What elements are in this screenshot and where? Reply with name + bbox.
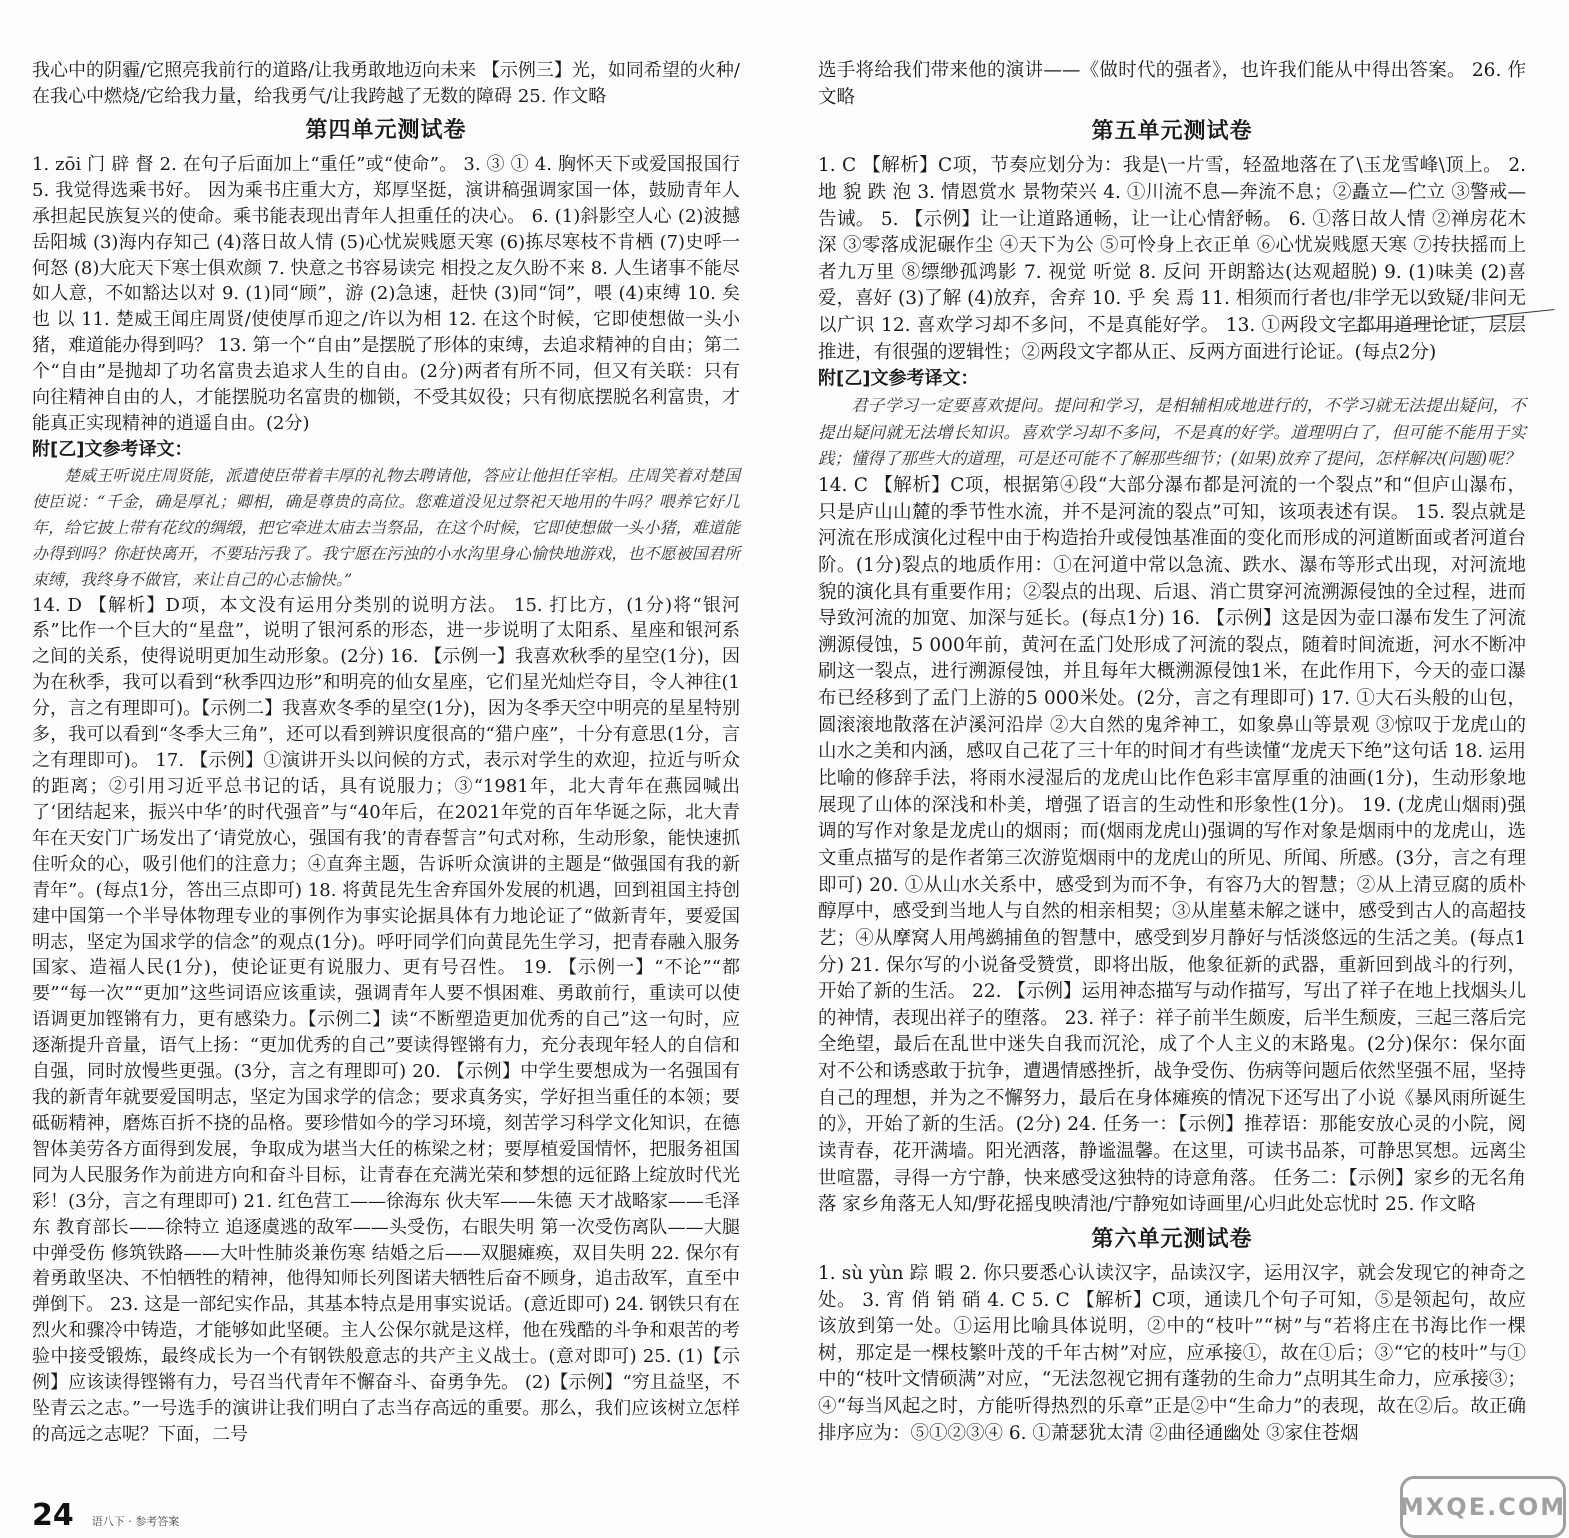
unit4-translation-text: 楚威王听说庄周贤能，派遣使臣带着丰厚的礼物去聘请他，答应让他担任宰相。庄周笑着对楚国使臣说：“千金，确是厚礼；卿相，确是尊贵的高位。您难道没见过祭祀天地用的牛吗？喂养它好几年，给它披上带有花纹的绸缎，把它牵进太庙去当祭品，在这个时候，它即使想做一头小猪，难道能办得到吗？你赶快离开，不要玷污我了。我宁愿在污浊的小水沟里身心愉快地游戏，也不愿被国君所束缚，我终身不做官，来让自己的心志愉快。”: [32, 465, 740, 589]
unit4-answers-part1: 1. zōi 门 辟 督 2. 在句子后面加上“重任”或“使命”。 3. ③ ① 4. 胸怀天下或爱国报国行 5. 我觉得选乘书好。 因为乘书庄重大方，郑厚坚挺，演讲稿强调家国一体，鼓励青年人承担起民族复兴的使命。乘书能表现出青年人担重任的决心。 6. (1)斜影空人心 (2)波撼岳阳城 (3)海内存知己 (4)落日故人情 (5)心忧炭贱愿天寒 (6)拣尽寒枝不肯栖 (7)史呼一何怒 (8)大庇天下寒士俱欢颜 7. 快意之书容易读完 相投之友久盼不来 8. 人生诸事不能尽如人意，不如豁达以对 9. (1)同“顾”，游 (2)急速，赶快 (3)同“饲”，喂 (4)束缚 10. 矣 也 以 11. 楚威王闻庄周贤/使使厚币迎之/许以为相 12. 在这个时候，它即使想做一头小猪，难道能办得到吗？ 13. 第一个“自由”是摆脱了形体的束缚，去追求精神的自由；第二个“自由”是抛却了功名富贵去追求人生的自由。(2分)两者有所不同，但又有关联：只有向往精神自由的人，才能摆脱功名富贵的枷锁，不受其奴役；只有彻底摆脱名利富贵，才能真正实现精神的逍遥自由。(2分): [32, 153, 740, 435]
unit5-answers-part1: 1. C 【解析】C项，节奏应划分为：我是\一片雪，轻盈地落在了\玉龙雪峰\顶上。 2. 地 貌 跌 泡 3. 情恩赏水 景物荣兴 4. ①川流不息—奔流不息；②矗立—伫立 ③警戒—告诫。 5. 【示例】让一让道路通畅，让一让心情舒畅。 6. ①落日故人情 ②禅房花木深 ③零落成泥碾作尘 ④天下为公 ⑤可怜身上衣正单 ⑥心忧炭贱愿天寒 ⑦抟扶摇而上者九万里 ⑧缥缈孤鸿影 7. 视觉 听觉 8. 反问 开朗豁达(达观超脱) 9. (1)味美 (2)喜爱，喜好 (3)了解 (4)放弃，舍弃 10. 乎 矣 焉 11. 相须而行者也/非学无以致疑/非问无以广识 12. 喜欢学习却不多问，不是真能好学。 13. ①两段文字都用道理论证，层层推进，有很强的逻辑性；②两段文字都从正、反两方面进行论证。(每点2分): [818, 155, 1526, 363]
right-column: [818, 58, 1526, 1447]
unit4-translation-heading: 附[乙]文参考译文：: [32, 438, 193, 460]
site-watermark: MXQE.COM: [1400, 1476, 1566, 1538]
page-number: 24: [32, 1498, 74, 1533]
unit6-title: 第六单元测试卷: [1091, 1226, 1253, 1252]
unit5-title: 第五单元测试卷: [1091, 119, 1253, 145]
unit5-translation-text: 君子学习一定要喜欢提问。提问和学习，是相辅相成地进行的，不学习就无法提出疑问，不提出疑问就无法增长知识。喜欢学习却不多问，不是真的好学。道理明白了，但可能不能用于实践；懂得了那些大的道理，可是还可能不了解那些细节；(如果)放弃了提问，怎样解决(问题)呢？: [818, 396, 1526, 469]
unit4-answers-part2: 14. D 【解析】D项，本文没有运用分类别的说明方法。 15. 打比方，(1分)将“银河系”比作一个巨大的“星盘”，说明了银河系的形态，进一步说明了太阳系、星座和银河系之间的关系，使得说明更加生动形象。(2分) 16. 【示例一】我喜欢秋季的星空(1分)，因为在秋季，我可以看到“秋季四边形”和明亮的仙女星座，它们星光灿烂夺目，令人神往(1分，言之有理即可)。【示例二】我喜欢冬季的星空(1分)，因为冬季天空中明亮的星星特别多，我可以看到“冬季大三角”，还可以看到辨识度很高的“猎户座”，十分有意思(1分，言之有理即可)。 17. 【示例】①演讲开头以问候的方式，表示对学生的欢迎，拉近与听众的距离；②引用习近平总书记的话，具有说服力；③“1981年，北大青年在燕园喊出了‘团结起来，振兴中华’的时代强音”与“40年后，在2021年党的百年华诞之际，北大青年在天安门广场发出了‘请党放心，强国有我’的青春誓言”句式对称，生动形象，能快速抓住听众的心，吸引他们的注意力；④直奔主题，告诉听众演讲的主题是“做强国有我的新青年”。(每点1分，答出三点即可) 18. 将黄昆先生舍弃国外发展的机遇，回到祖国主持创建中国第一个半导体物理专业的事例作为事实论据具体有力地论证了“做新青年，要爱国明志，坚定为国求学的信念”的观点(1分)。呼吁同学们向黄昆先生学习，把青春融入服务国家、造福人民(1分)，使论证更有说服力、更有号召性。 19. 【示例一】“不论”“都要”“每一次”“更加”这些词语应该重读，强调青年人要不惧困难、勇敢前行，重读可以使语调更加铿锵有力，更有感染力。【示例二】读“不断塑造更加优秀的自己”这一句时，应逐渐提升音量，语气上扬：“更加优秀的自己”要读得铿锵有力，充分表现年轻人的自信和自强，同时放慢些更强。(3分，言之有理即可) 20. 【示例】中学生要想成为一名强国有我的新青年就要爱国明志，坚定为国求学的信念；要求真务实，学好担当重任的本领；要砥砺精神，磨炼百折不挠的品格。要珍惜如今的学习环境，刻苦学习科学文化知识，在德智体美劳各方面得到发展，争取成为堪当大任的栋梁之材；要厚植爱国情怀，把服务祖国同为人民服务作为前进方向和奋斗目标，让青春在充满光荣和梦想的远征路上绽放时代光彩！(3分，言之有理即可) 21. 红色营工——徐海东 伙夫军——朱德 天才战略家——毛泽东 教育部长——徐特立 追逐虞逃的敌军——头受伤，右眼失明 第一次受伤离队——大腿中弹受伤 修筑铁路——大叶性肺炎兼伤寒 结婚之后——双腿瘫痪，双目失明 22. 保尔有着勇敢坚决、不怕牺牲的精神，他得知师长列图诺夫牺牲后奋不顾身，追击敌军，直至中弹倒下。 23. 这是一部纪实作品，其基本特点是用事实说话。(意近即可) 24. 钢铁只有在烈火和骤冷中铸造，才能够如此坚硬。主人公保尔就是这样，他在残酷的斗争和艰苦的考验中接受锻炼，最终成长为一个有钢铁般意志的共产主义战士。(意对即可) 25. (1)【示例】应该读得铿锵有力，号召当代青年不懈奋斗、奋勇争先。 (2)【示例】“穷且益坚，不坠青云之志。”一号选手的演讲让我们明白了志当存高远的重要。那么，我们应该树立怎样的高远之志呢？下面，二号: [32, 594, 740, 1446]
unit5-answers-part2: 14. C 【解析】C项，根据第④段“大部分瀑布都是河流的一个裂点”和“但庐山瀑布，只是庐山山麓的季节性水流，并不是河流的裂点”可知，该项表述有误。 15. 裂点就是河流在形成演化过程中由于构造抬升或侵蚀基准面的变化而形成的河道断面或者河道台阶。(1分)裂点的地质作用：①在河道中常以急流、跌水、瀑布等形式出现，对河流地貌的演化具有重要作用；②裂点的出现、后退、消亡贯穿河流溯源侵蚀的全过程，进而导致河流的加宽、加深与延长。(每点1分) 16. 【示例】这是因为壶口瀑布发生了河流溯源侵蚀，5 000年前，黄河在孟门处形成了河流的裂点，随着时间流逝，河水不断冲刷这一裂点，进行溯源侵蚀，并且每年大概溯源侵蚀1米，在此作用下，今天的壶口瀑布已经移到了孟门上游的5 000米处。(2分，言之有理即可) 17. ①大石头般的山包，圆滚滚地散落在泸溪河沿岸 ②大自然的鬼斧神工，如象鼻山等景观 ③惊叹于龙虎山的山水之美和内涵，感叹自己花了三十年的时间才有些读懂“龙虎天下绝”这句话 18. 运用比喻的修辞手法，将雨水浸湿后的龙虎山比作色彩丰富厚重的油画(1分)，生动形象地展现了山体的深浅和朴美，增强了语言的生动性和形象性(1分)。 19. (龙虎山烟雨)强调的写作对象是龙虎山的烟雨；而(烟雨龙虎山)强调的写作对象是烟雨中的龙虎山，选文重点描写的是作者第三次游览烟雨中的龙虎山的所见、所闻、所感。(3分，言之有理即可) 20. ①从山水关系中，感受到为而不争，有容乃大的智慧；②从上清豆腐的质朴醇厚中，感受到当地人与自然的相亲相契；③从崖墓未解之谜中，感受到古人的高超技艺；④从摩窝人用鸬鹚捕鱼的智慧中，感受到岁月静好与恬淡悠远的生活之美。(每点1分) 21. 保尔写的小说备受赞赏，即将出版，他象征新的武器，重新回到战斗的行列，开始了新的生活。 22. 【示例】运用神态描写与动作描写，写出了祥子在地上找烟头儿的神情，表现出祥子的堕落。 23. 祥子：祥子前半生颇废，后半生颓废，三起三落后完全绝望，最后在乱世中迷失自我而沉沦，成了个人主义的末路鬼。(2分)保尔：保尔面对不公和诱惑敢于抗争，遭遇情感挫折，战争受伤、伤病等问题后依然坚强不屈，坚持自己的理想，并为之不懈努力，最后在身体瘫痪的情况下还写出了小说《暴风雨所诞生的》，开始了新的生活。(2分) 24. 任务一：【示例】推荐语：那能安放心灵的小院，阅读青春，花开满墙。阳光洒落，静谧温馨。在这里，可读书品茶，可静思冥想。远离尘世喧嚣，寻得一方宁静，快来感受这独特的诗意角落。 任务二：【示例】家乡的无名角落 家乡角落无人知/野花摇曳映清池/宁静宛如诗画里/心归此处忘忧时 25. 作文略: [818, 474, 1526, 1216]
left-intro-paragraph: 我心中的阴霾/它照亮我前行的道路/让我勇敢地迈向未来 【示例三】光，如同希望的火种/在我心中燃烧/它给我力量，给我勇气/让我跨越了无数的障碍 25. 作文略: [32, 60, 740, 107]
page-footer: [32, 1498, 180, 1533]
unit6-answers: 1. sù yùn 踪 暇 2. 你只要悉心认读汉字，品读汉字，运用汉字，就会发现它的神奇之处。 3. 宵 俏 销 硝 4. C 5. C 【解析】C项，通读几个句子可知，⑤是领起句，故应该放到第一处。①运用比喻具体说明，②中的“枝叶”“树”与“若将庄在书海比作一棵树，那定是一棵枝繁叶茂的千年古树”对应，应承接①，故在①后；③“它的枝叶”与①中的“枝叶文情硕满”对应，“无法忽视它拥有蓬勃的生命力”点明其生命力，应承接③；④“每当风起之时，方能听得热烈的乐章”正是②中“生命力”的表现，故在②后。故正确排序应为：⑤①②③④ 6. ①萧瑟犹太清 ②曲径通幽处 ③家住苍烟: [818, 1262, 1526, 1444]
left-column: [32, 58, 740, 1448]
unit5-translation-heading: 附[乙]文参考译文：: [818, 368, 979, 390]
unit4-title: 第四单元测试卷: [305, 117, 467, 143]
footer-text: 语八下 · 参考答案: [91, 1515, 180, 1528]
right-intro-paragraph: 选手将给我们带来他的演讲——《做时代的强者》，也许我们能从中得出答案。 26. 作文略: [818, 60, 1526, 108]
